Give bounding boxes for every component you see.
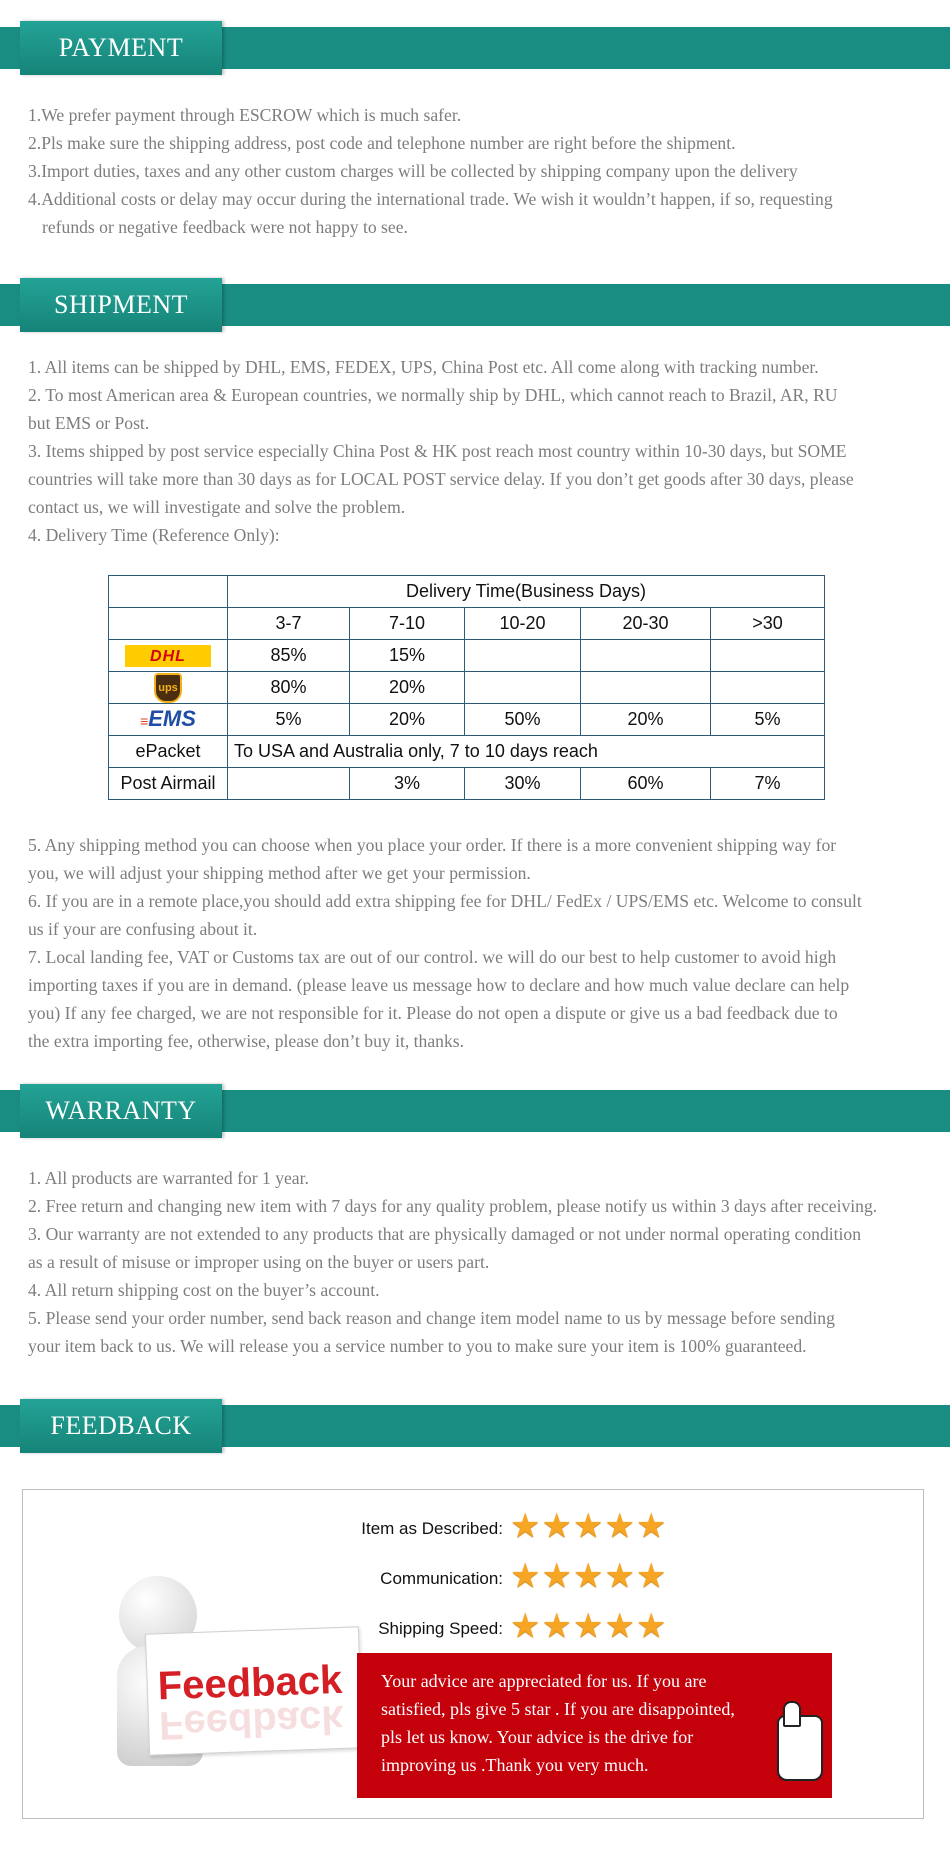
carrier-name: Post Airmail — [109, 768, 228, 800]
carrier-name: ePacket — [109, 736, 228, 768]
payment-header-bar — [0, 27, 950, 69]
thumbs-up-icon — [777, 1715, 823, 1781]
star-icon: ★ — [604, 1508, 635, 1545]
table-cell: 60% — [581, 768, 711, 800]
table-row — [109, 640, 825, 672]
rating-label-shipping-speed: Shipping Speed: — [378, 1619, 503, 1638]
table-cell: 85% — [228, 640, 350, 672]
shipment-item: 4. Delivery Time (Reference Only): — [28, 525, 280, 545]
column-header: 10-20 — [465, 608, 581, 640]
shipment-item: 1. All items can be shipped by DHL, EMS, FEDEX, UPS, China Post etc. All come along with tracking number. — [28, 357, 819, 377]
star-icon: ★ — [635, 1558, 667, 1595]
warranty-list — [28, 1164, 948, 1360]
shipment-item: the extra importing fee, otherwise, please don’t buy it, thanks. — [28, 1031, 464, 1051]
shipment-header-bar — [0, 284, 950, 326]
column-header: 20-30 — [581, 608, 711, 640]
warranty-header-bar — [0, 1090, 950, 1132]
column-header: 3-7 — [228, 608, 350, 640]
table-cell — [465, 672, 581, 704]
payment-item: 1.We prefer payment through ESCROW which is much safer. — [28, 105, 462, 125]
shipment-item: contact us, we will investigate and solve the problem. — [28, 497, 406, 517]
feedback-message — [381, 1667, 781, 1779]
star-icon: ★ — [635, 1608, 667, 1645]
payment-item: 4.Additional costs or delay may occur during the international trade. We wish it wouldn’t happen, if so, requesting — [28, 189, 833, 209]
board-label-reflection: Feedback — [158, 1696, 345, 1748]
table-empty-cell — [109, 608, 228, 640]
warranty-item: 1. All products are warranted for 1 year. — [28, 1168, 309, 1188]
feedback-figure-illustration — [95, 1576, 359, 1792]
warranty-item: as a result of misuse or improper using on the buyer or users part. — [28, 1252, 490, 1272]
shipment-title: SHIPMENT — [20, 278, 222, 332]
shipment-item: 7. Local landing fee, VAT or Customs tax are out of our control. we will do our best to help customer to avoid high — [28, 947, 837, 967]
table-cell: 30% — [465, 768, 581, 800]
star-icon: ★ — [510, 1508, 541, 1545]
shipment-item: you, we will adjust your shipping method after we get your permission. — [28, 863, 531, 883]
message-line: improving us .Thank you very much. — [381, 1755, 649, 1775]
table-cell: 20% — [581, 704, 711, 736]
warranty-item: your item back to us. We will release you a service number to you to make sure your item is 100% guaranteed. — [28, 1336, 807, 1356]
star-icon: ★ — [541, 1608, 572, 1645]
shipment-item: you) If any fee charged, we are not responsible for it. Please do not open a dispute or give us a bad feedback due to — [28, 1003, 838, 1023]
rating-stars-communication — [510, 1560, 667, 1594]
table-cell: 20% — [350, 672, 465, 704]
table-row — [109, 768, 825, 800]
rating-label-described: Item as Described: — [361, 1519, 503, 1538]
table-header: Delivery Time(Business Days) — [228, 576, 825, 608]
rating-stars-described — [510, 1510, 667, 1544]
ems-logo-icon: ≡EMS — [109, 704, 228, 736]
table-cell: 5% — [711, 704, 825, 736]
table-corner-cell — [109, 576, 228, 608]
payment-title: PAYMENT — [20, 21, 222, 75]
message-line: Your advice are appreciated for us. If you are — [381, 1671, 707, 1691]
table-cell — [581, 672, 711, 704]
ups-logo-text: ups — [154, 673, 182, 703]
shipment-item: importing taxes if you are in demand. (please leave us message how to declare and how much value declare can help — [28, 975, 850, 995]
table-cell: 15% — [350, 640, 465, 672]
column-header: 7-10 — [350, 608, 465, 640]
star-icon: ★ — [541, 1558, 572, 1595]
shipment-item: but EMS or Post. — [28, 413, 150, 433]
table-cell: 3% — [350, 768, 465, 800]
payment-item: 2.Pls make sure the shipping address, post code and telephone number are right before the shipment. — [28, 133, 736, 153]
board-label: Feedback — [157, 1657, 343, 1709]
table-cell: 80% — [228, 672, 350, 704]
star-icon: ★ — [541, 1508, 572, 1545]
ups-logo-icon — [109, 672, 228, 704]
table-cell — [711, 640, 825, 672]
star-icon: ★ — [572, 1608, 604, 1645]
star-icon: ★ — [604, 1608, 635, 1645]
star-icon: ★ — [510, 1558, 541, 1595]
delivery-time-table — [108, 575, 825, 800]
table-cell: 5% — [228, 704, 350, 736]
feedback-header-bar — [0, 1405, 950, 1447]
payment-list — [28, 101, 948, 241]
shipment-list-continued — [28, 831, 948, 1055]
payment-item: 3.Import duties, taxes and any other custom charges will be collected by shipping company upon the delivery — [28, 161, 798, 181]
ems-logo-text: EMS — [148, 705, 196, 731]
rating-label-communication: Communication: — [380, 1569, 503, 1588]
table-cell: 7% — [711, 768, 825, 800]
dhl-logo-text: DHL — [150, 647, 186, 665]
table-cell — [465, 640, 581, 672]
shipment-item: us if your are confusing about it. — [28, 919, 258, 939]
star-icon: ★ — [604, 1558, 635, 1595]
warranty-item: 2. Free return and changing new item with 7 days for any quality problem, please notify us within 3 days after receiving. — [28, 1196, 878, 1216]
warranty-item: 5. Please send your order number, send back reason and change item model name to us by message before sending — [28, 1308, 835, 1328]
shipment-item: 2. To most American area & European countries, we normally ship by DHL, which cannot reach to Brazil, AR, RU — [28, 385, 838, 405]
star-icon: ★ — [635, 1508, 667, 1545]
column-header: >30 — [711, 608, 825, 640]
star-icon: ★ — [510, 1608, 541, 1645]
warranty-item: 4. All return shipping cost on the buyer’s account. — [28, 1280, 380, 1300]
rating-stars-shipping-speed — [510, 1610, 667, 1644]
table-cell — [581, 640, 711, 672]
dhl-logo-icon — [109, 640, 228, 672]
table-cell — [228, 768, 350, 800]
payment-item: refunds or negative feedback were not happy to see. — [42, 217, 408, 237]
shipment-item: 3. Items shipped by post service especially China Post & HK post reach most country within 10-30 days, but SOME — [28, 441, 847, 461]
shipment-list — [28, 353, 948, 549]
table-row — [109, 704, 825, 736]
star-icon: ★ — [572, 1508, 604, 1545]
shipment-item: 6. If you are in a remote place,you should add extra shipping fee for DHL/ FedEx / UPS/EMS etc. Welcome to consult — [28, 891, 862, 911]
feedback-board — [145, 1626, 363, 1755]
feedback-title: FEEDBACK — [20, 1399, 222, 1453]
message-line: satisfied, pls give 5 star . If you are disappointed, — [381, 1699, 735, 1719]
message-line: pls let us know. Your advice is the drive for — [381, 1727, 694, 1747]
table-cell — [711, 672, 825, 704]
table-row — [109, 736, 825, 768]
shipment-item: countries will take more than 30 days as for LOCAL POST service delay. If you don’t get goods after 30 days, please — [28, 469, 854, 489]
table-cell: 20% — [350, 704, 465, 736]
shipment-item: 5. Any shipping method you can choose when you place your order. If there is a more convenient shipping way for — [28, 835, 837, 855]
warranty-item: 3. Our warranty are not extended to any products that are physically damaged or not under normal operating condition — [28, 1224, 861, 1244]
star-icon: ★ — [572, 1558, 604, 1595]
table-cell: 50% — [465, 704, 581, 736]
table-cell: To USA and Australia only, 7 to 10 days reach — [228, 736, 825, 768]
table-row — [109, 672, 825, 704]
feedback-message-box — [357, 1653, 832, 1798]
warranty-title: WARRANTY — [20, 1084, 222, 1138]
